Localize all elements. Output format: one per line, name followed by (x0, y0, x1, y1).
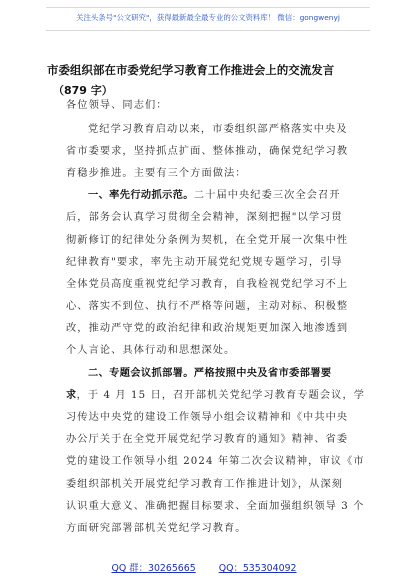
paragraph-line: 育稳步推进。主要有三个方面做法： (66, 168, 247, 179)
paragraph-line: 党纪学习教育启动以来，市委组织部严格落实中央及 (88, 124, 348, 135)
paragraph-line: 纪律教育"要求，率先主动开展党纪党规专题学习，引导 (66, 257, 343, 268)
section-1-heading: 一、率先行动抓示范。 (88, 190, 194, 201)
paragraph-line: 办公厅关于在全党开展党纪学习教育的通知》精神、省委 (66, 434, 349, 445)
section-2-text: ，于 4 月 15 日，召开部机关党纪学习教育专题会议，学 (76, 390, 366, 401)
paragraph-line: 党的建设工作领导小组 2024 年第二次会议精神，审议《市 (66, 456, 365, 467)
word-count: （879 字） (53, 84, 113, 97)
qq-contact[interactable]: QQ：535304092 (218, 563, 297, 574)
paragraph-line: 委组织部机关开展党纪学习教育工作推进计划》，从深刻 (66, 479, 344, 490)
document-title: 市委组织部在市委党纪学习教育工作推进会上的交流发言 (47, 63, 335, 77)
paragraph-line: 认识重大意义、准确把握目标要求、全面加强组织领导 3 个 (66, 501, 365, 512)
section-2-first-line (66, 389, 366, 403)
section-2-heading-end: 求 (66, 390, 77, 401)
header-banner (46, 7, 370, 31)
footer-contacts (0, 560, 408, 574)
paragraph-line: 后，部务会认真学习贯彻全会精神，深刻把握"以学习贯 (66, 212, 343, 223)
qq-group[interactable]: QQ 群：30265665 (111, 563, 196, 574)
paragraph-line: 彻新修订的纪律处分条例为契机，在全党开展一次集中性 (66, 235, 349, 246)
section-1-first-line (88, 189, 384, 203)
paragraph-line: 全体党员高度重视党纪学习教育，自我检视党纪学习不上 (66, 279, 349, 290)
paragraph-line: 改，推动严守党的政治纪律和政治规矩更加深入地渗透到 (66, 323, 349, 334)
paragraph-line: 方面研究部署部机关党纪学习教育。 (66, 523, 247, 534)
paragraph-line: 心、落实不到位、执行不严格等问题，主动对标、积极整 (66, 301, 349, 312)
banner-text: 关注头条号"公文研究"，获得最新最全最专业的公文资料库！ 微信：gongwenyj (76, 13, 340, 22)
paragraph-line: 省市委要求，坚持抓点扩面、整体推动，确保党纪学习教 (66, 146, 349, 157)
paragraph-line: 个人言论、具体行动和思想深处。 (66, 345, 236, 356)
paragraph-line: 习传达中央党的建设工作领导小组会议精神和《中共中央 (66, 412, 349, 423)
salutation: 各位领导、同志们： (66, 100, 168, 111)
section-2-heading: 二、专题会议抓部署。严格按照中央及省市委部署要 (88, 368, 332, 379)
section-1-text: 二十届中央纪委三次全会召开 (193, 190, 341, 201)
